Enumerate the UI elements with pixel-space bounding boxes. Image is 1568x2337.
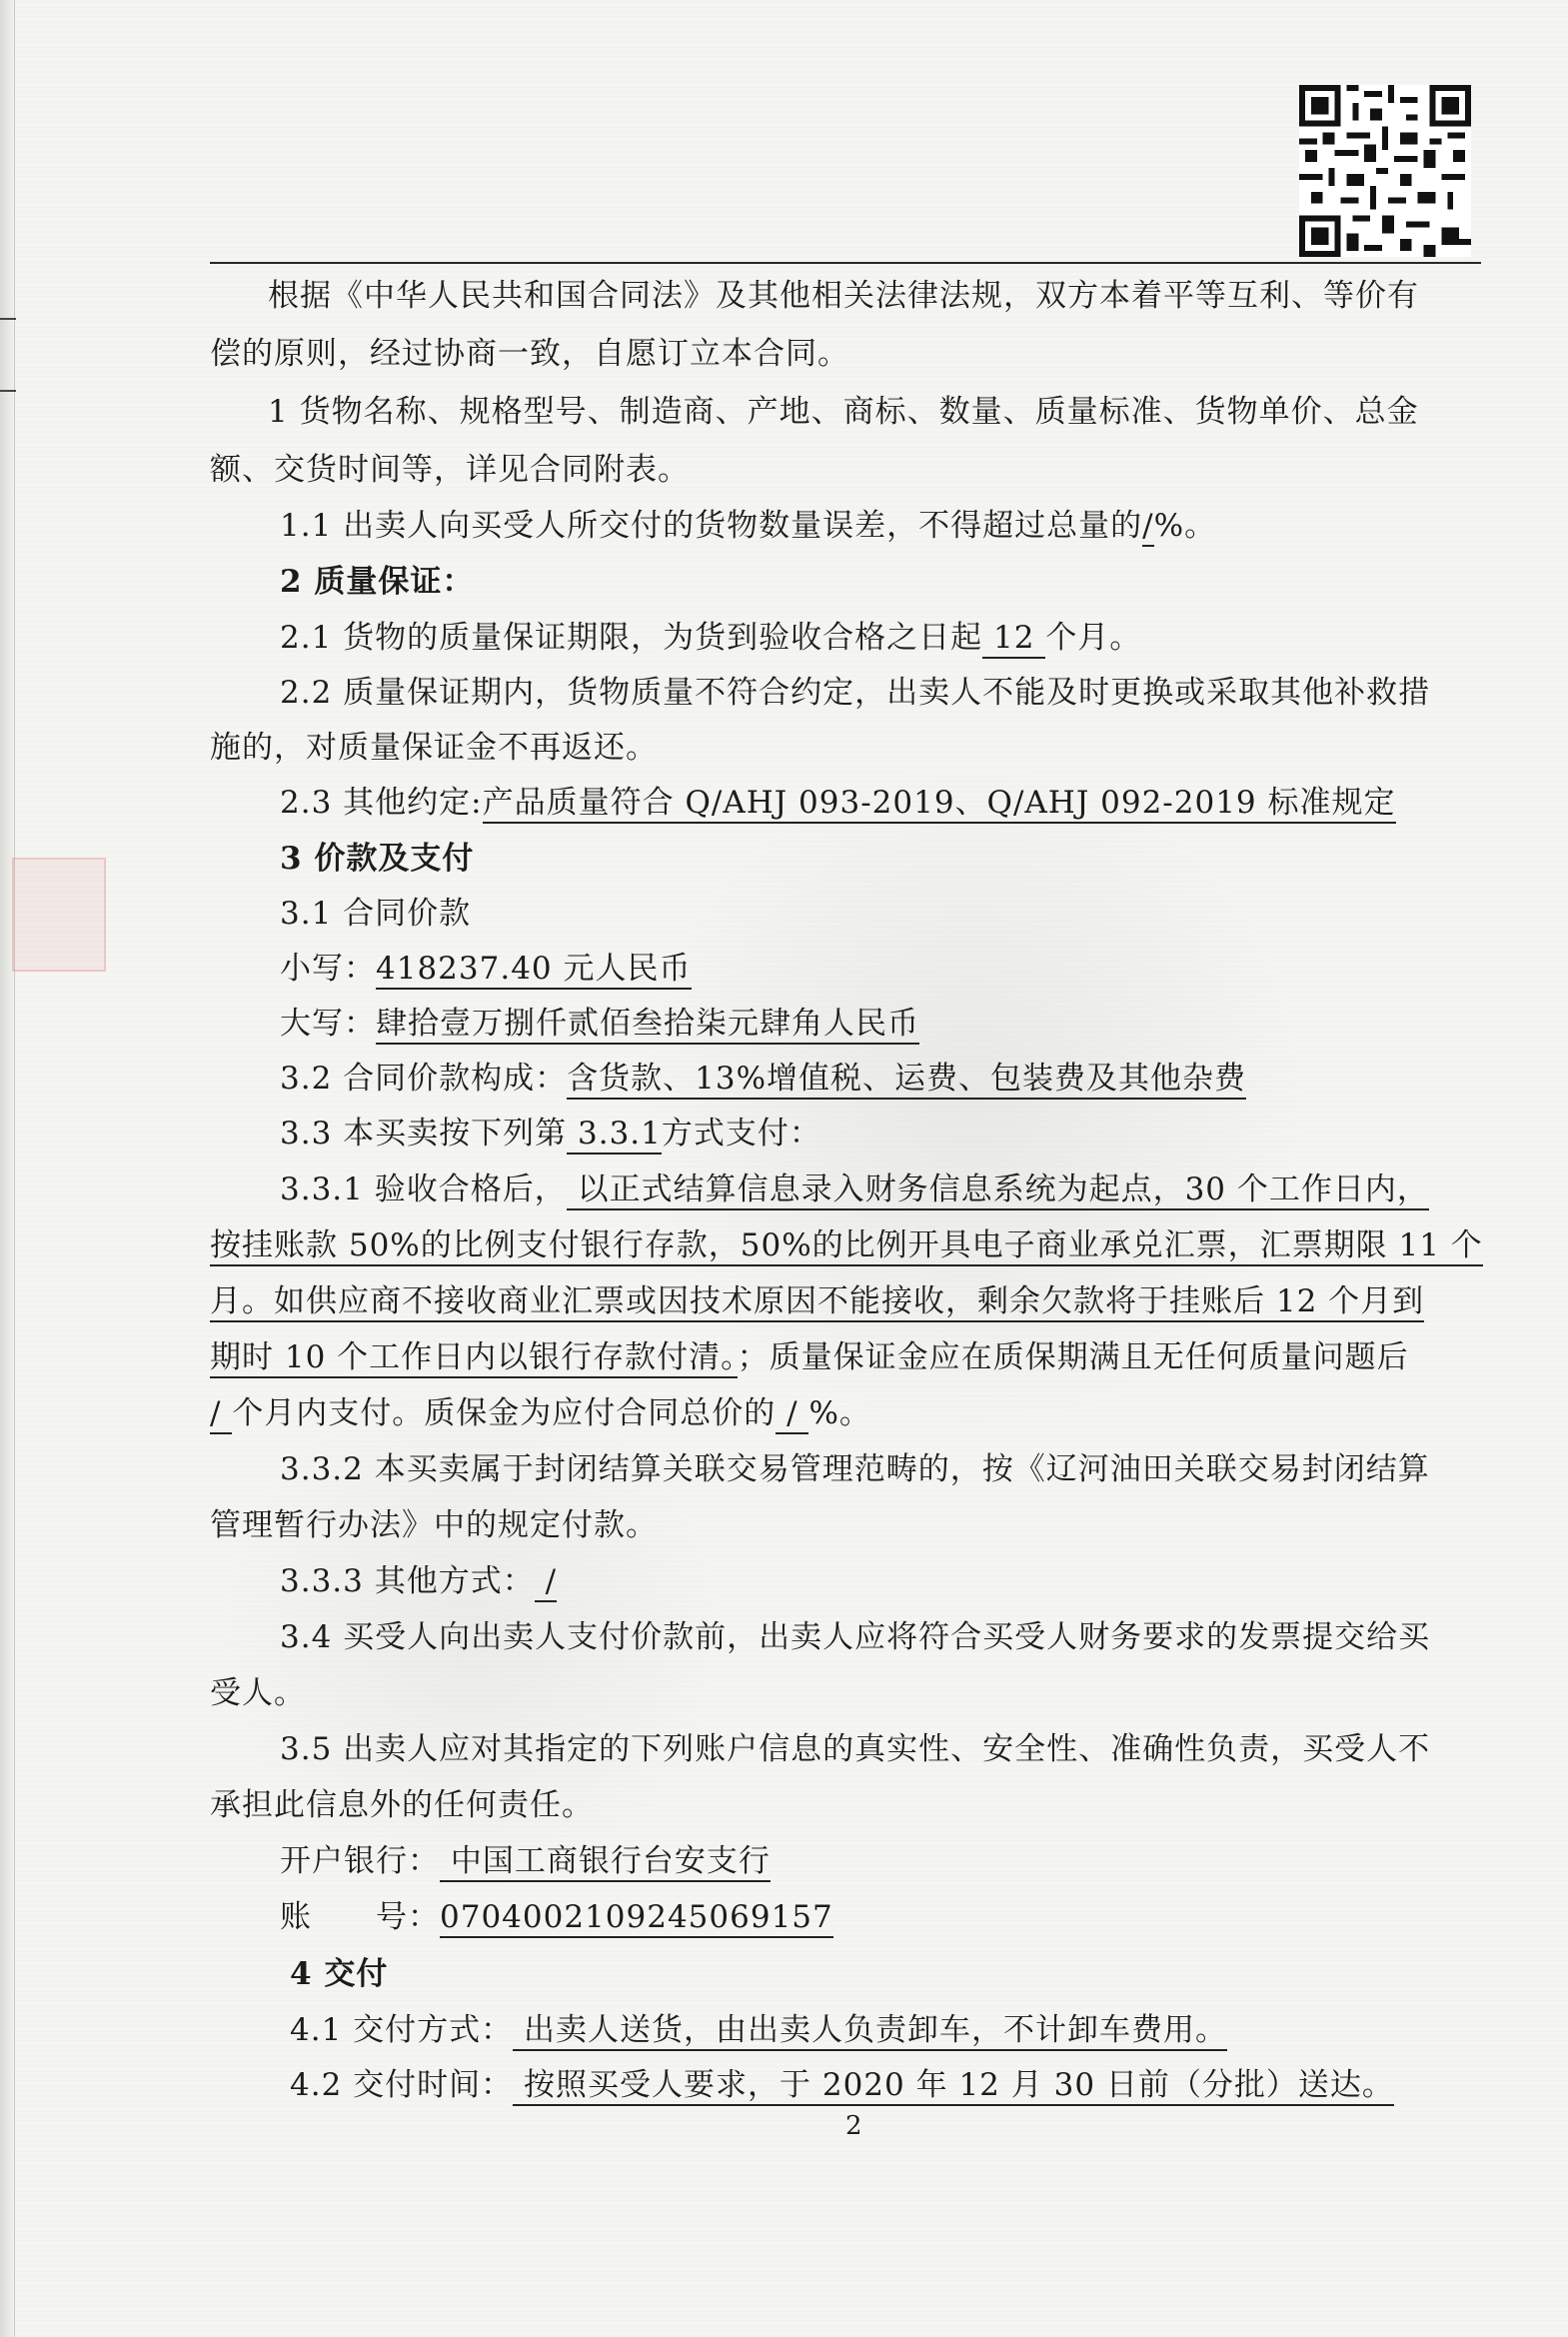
clause-4-2: 4.2 交付时间： 按照买受人要求，于 2020 年 12 月 30 日前（分批）送达。 [290,2065,1394,2105]
edge-mark [0,318,16,392]
header-rule [210,262,1481,264]
clause-3-4-line-2: 受人。 [210,1675,306,1711]
price-lowercase: 小写：418237.40 元人民币 [280,949,692,989]
clause-3-5-line-2: 承担此信息外的任何责任。 [210,1787,594,1823]
section-3-title: 3 价款及支付 [280,841,475,877]
clause-3-3-1-line-5: / 个月内支付。质保金为应付合同总价的 / %。 [210,1393,871,1433]
clause-3-3-1-line-1: 3.3.1 验收合格后， 以正式结算信息录入财务信息系统为起点，30 个工作日内， [280,1169,1429,1209]
section-4-title: 4 交付 [290,1956,389,1992]
page-number: 2 [845,2111,862,2141]
clause-3-3-2-line-1: 3.3.2 本买卖属于封闭结算关联交易管理范畴的，按《辽河油田关联交易封闭结算 [280,1451,1430,1487]
clause-2-1: 2.1 货物的质量保证期限，为货到验收合格之日起 12 个月。 [280,618,1141,658]
clause-2-3: 2.3 其他约定:产品质量符合 Q/AHJ 093-2019、Q/AHJ 092-2019 标准规定 [280,783,1396,823]
clause-3-2: 3.2 合同价款构成：含货款、13%增值税、运费、包装费及其他杂费 [280,1059,1246,1099]
clause-2-2-line-1: 2.2 质量保证期内，货物质量不符合约定，出卖人不能及时更换或采取其他补救措 [280,675,1431,711]
clause-3-3: 3.3 本买卖按下列第 3.3.1方式支付： [280,1114,821,1154]
clause-3-1: 3.1 合同价款 [280,896,472,932]
section-2-title: 2 质量保证： [280,564,475,600]
clause-3-3-3: 3.3.3 其他方式： / [280,1561,557,1601]
qr-code [1299,85,1471,257]
clause-3-5-line-1: 3.5 出卖人应对其指定的下列账户信息的真实性、安全性、准确性负责，买受人不 [280,1731,1431,1767]
account-number: 账 号：0704002109245069157 [280,1897,833,1937]
clause-4-1: 4.1 交付方式： 出卖人送货，由出卖人负责卸车，不计卸车费用。 [290,2010,1227,2050]
price-uppercase: 大写：肆拾壹万捌仟贰佰叁拾柒元肆角人民币 [280,1004,919,1044]
clause-3-3-2-line-2: 管理暂行办法》中的规定付款。 [210,1507,658,1543]
section-1-line-1: 1 货物名称、规格型号、制造商、产地、商标、数量、质量标准、货物单价、总金 [268,394,1419,430]
clause-3-4-line-1: 3.4 买受人向出卖人支付价款前，出卖人应将符合买受人财务要求的发票提交给买 [280,1619,1431,1655]
clause-3-3-1-line-3: 月。如供应商不接收商业汇票或因技术原因不能接收，剩余欠款将于挂账后 12 个月到 [210,1281,1424,1321]
faded-stamp [12,858,106,972]
clause-3-3-1-line-4: 期时 10 个工作日内以银行存款付清。；质量保证金应在质保期满且无任何质量问题后 [210,1337,1409,1377]
section-1-line-2: 额、交货时间等，详见合同附表。 [210,452,690,488]
clause-1-1: 1.1 出卖人向买受人所交付的货物数量误差，不得超过总量的/%。 [280,506,1216,546]
clause-3-3-1-line-2: 按挂账款 50%的比例支付银行存款，50%的比例开具电子商业承兑汇票，汇票期限 11 个 [210,1225,1483,1265]
clause-2-2-line-2: 施的，对质量保证金不再返还。 [210,730,658,766]
bank-name: 开户银行： 中国工商银行台安支行 [280,1841,771,1881]
intro-line-2: 偿的原则，经过协商一致，自愿订立本合同。 [210,336,849,372]
intro-line-1: 根据《中华人民共和国合同法》及其他相关法律法规，双方本着平等互利、等价有 [268,278,1419,314]
